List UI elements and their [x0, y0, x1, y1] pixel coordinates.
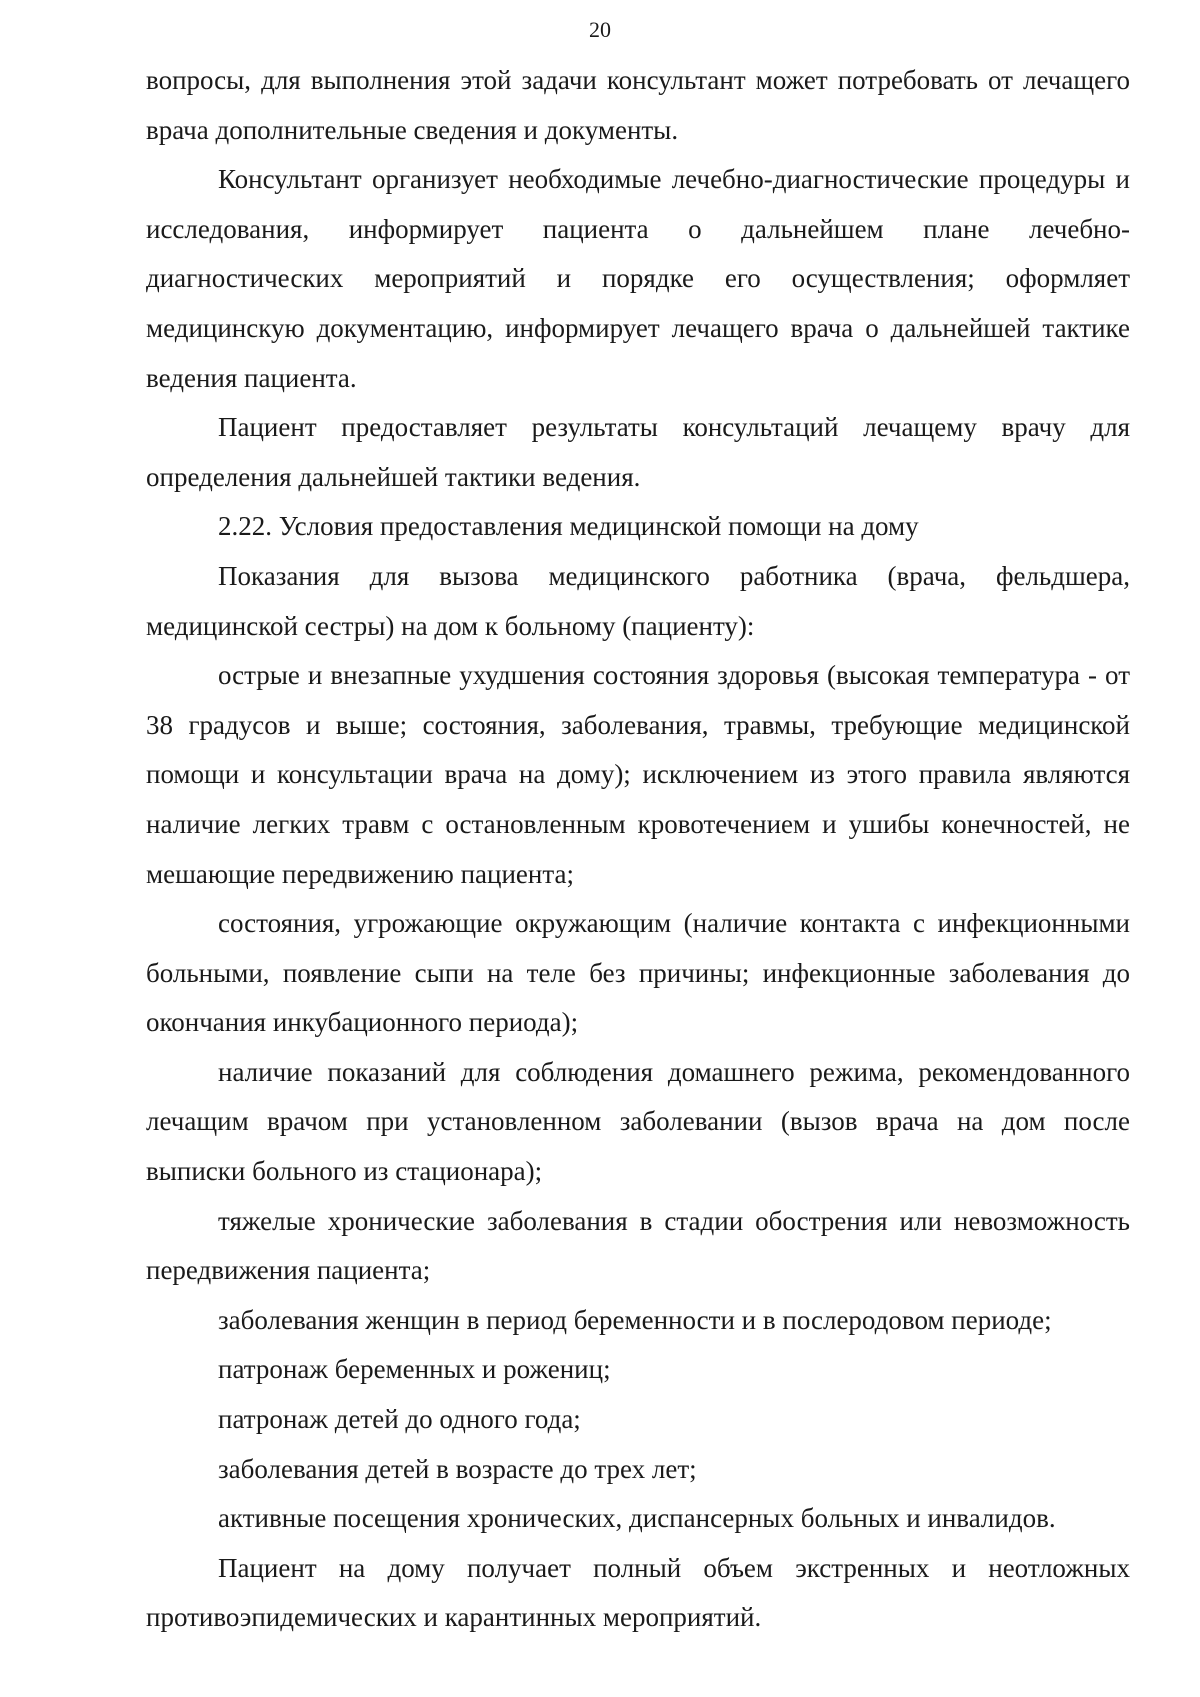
list-item-active-visits: активные посещения хронических, диспансерных больных и инвалидов. [218, 1503, 1056, 1534]
list-item-acute-conditions: острые и внезапные ухудшения состояния здоровья (высокая температура - от 38 градусов и выше; состояния, заболевания, травмы, требующие медицинской помощи и консультации врача на дому); исключением из этого правила являются наличие легких травм с остановленным кровотечением и ушибы конечностей, не мешающие передвижению пациента; [146, 660, 1130, 889]
list-item-chronic-diseases: тяжелые хронические заболевания в стадии обострения или невозможность передвижения пациента; [146, 1205, 1130, 1286]
section-heading-2-22: 2.22. Условия предоставления медицинской помощи на дому [218, 511, 919, 542]
list-item-children-diseases: заболевания детей в возрасте до трех лет; [218, 1453, 697, 1484]
paragraph-consultant-duties: Консультант организует необходимые лечебно-диагностические процедуры и исследования, информирует пациента о дальнейшем плане лечебно-диагностических мероприятий и порядке его осуществления; оформляет медицинскую документацию, информирует лечащего врача о дальнейшей тактике ведения пациента. [146, 164, 1130, 393]
page-number: 20 [589, 17, 611, 42]
list-item-patronage-pregnant: патронаж беременных и рожениц; [218, 1354, 611, 1385]
paragraph-continuation: вопросы, для выполнения этой задачи консультант может потребовать от лечащего врача дополнительные сведения и документы. [146, 65, 1130, 145]
list-item-home-regime: наличие показаний для соблюдения домашнего режима, рекомендованного лечащим врачом при установленном заболевании (вызов врача на дом после выписки больного из стационара); [146, 1056, 1130, 1187]
list-item-threatening-conditions: состояния, угрожающие окружающим (наличие контакта с инфекционными больными, появление сыпи на теле без причины; инфекционные заболевания до окончания инкубационного периода); [146, 908, 1130, 1038]
paragraph-home-call-indications: Показания для вызова медицинского работника (врача, фельдшера, медицинской сестры) на дом к больному (пациенту): [146, 560, 1130, 641]
list-item-pregnancy: заболевания женщин в период беременности и в послеродовом периоде; [218, 1304, 1052, 1335]
paragraph-home-care-scope: Пациент на дому получает полный объем экстренных и неотложных противоэпидемических и карантинных мероприятий. [146, 1552, 1130, 1633]
document-body [146, 56, 1130, 1643]
list-item-patronage-infants: патронаж детей до одного года; [218, 1404, 581, 1435]
paragraph-patient-results: Пациент предоставляет результаты консультаций лечащему врачу для определения дальнейшей тактики ведения. [146, 412, 1130, 492]
